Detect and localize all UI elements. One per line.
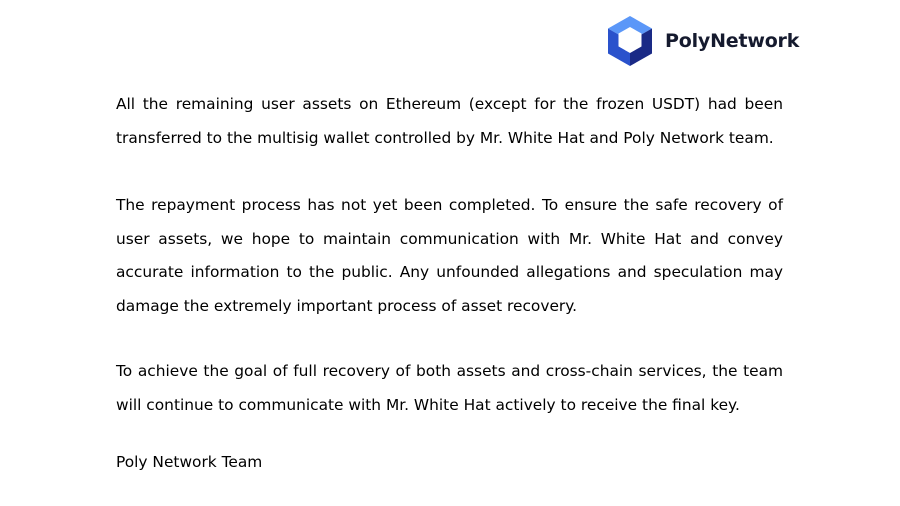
statement-paragraph-3: To achieve the goal of full recovery of both assets and cross-chain services, the team will continue to communicate with Mr. White Hat actively to receive the final key. — [116, 362, 783, 414]
statement-signature: Poly Network Team — [116, 453, 263, 471]
brand-header — [605, 15, 799, 67]
brand-name: PolyNetwork — [665, 30, 800, 52]
statement-paragraph-1: All the remaining user assets on Ethereum (except for the frozen USDT) had been transferred to the multisig wallet controlled by Mr. White Hat and Poly Network team. — [116, 95, 783, 147]
statement-paragraph-2: The repayment process has not yet been completed. To ensure the safe recovery of user assets, we hope to maintain communication with Mr. White Hat and convey accurate information to the public. Any unfounded allegations and speculation may damage the extremely important process of asset recovery. — [116, 196, 783, 315]
polynetwork-logo-icon — [605, 15, 655, 67]
